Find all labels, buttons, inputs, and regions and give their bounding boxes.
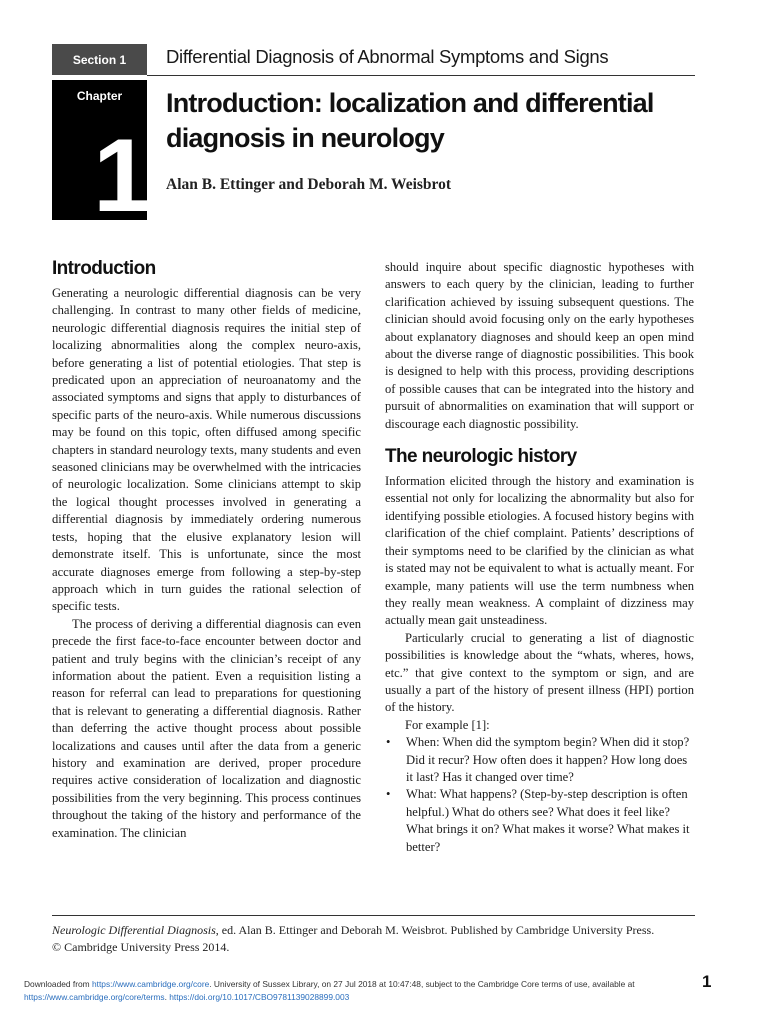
history-paragraph-3: For example [1]: bbox=[405, 717, 490, 732]
download-details: . University of Sussex Library, on 27 Jul 2018 at 10:47:48, subject to the Cambridge Core terms of use, available at bbox=[209, 979, 635, 989]
right-column bbox=[385, 259, 694, 856]
history-paragraph-1: Information elicited through the history and examination is essential not only for localizing the abnormality but also for identifying possible etiologies. A focused history begins with clarification of the chief complaint. Patients’ descriptions of their symptoms need to be clarified by the clinician as what is stated may not be equivalent to what is actually meant. For example, many patients will use the term numbness when they really mean weakness. A complaint of dizziness may actually mean gait unsteadiness. bbox=[385, 474, 694, 628]
download-prefix: Downloaded from bbox=[24, 979, 92, 989]
copyright-notice: © Cambridge University Press 2014. bbox=[52, 940, 230, 954]
terms-link[interactable]: https://www.cambridge.org/core/terms bbox=[24, 992, 165, 1002]
citation-details: , ed. Alan B. Ettinger and Deborah M. Weisbrot. Published by Cambridge University Press. bbox=[215, 923, 655, 937]
section-label: Section 1 bbox=[52, 44, 147, 75]
header-divider bbox=[147, 75, 695, 76]
section-title: Differential Diagnosis of Abnormal Symptoms and Signs bbox=[166, 46, 609, 67]
chapter-title: Introduction: localization and differential diagnosis in neurology bbox=[166, 88, 654, 153]
download-notice bbox=[24, 978, 704, 1004]
intro-paragraph-3: should inquire about specific diagnostic hypotheses with answers to each query by the clinician, leading to further clarification achieved by issuing subsequent questions. The clinician should avoid focusing only on the early hypotheses about explanatory diagnoses and should keep an open mind about the diverse range of diagnostic possibilities. This book is designed to help with this process, providing descriptions of possible causes that can be integrated into the history and pursuit of abnormalities on examination that will support or discourage each diagnostic possibility. bbox=[385, 260, 694, 431]
history-heading: The neurologic history bbox=[385, 446, 577, 468]
footer-divider bbox=[52, 915, 695, 916]
cambridge-core-link[interactable]: https://www.cambridge.org/core bbox=[91, 979, 210, 989]
left-column bbox=[52, 256, 361, 842]
authors: Alan B. Ettinger and Deborah M. Weisbrot bbox=[166, 176, 452, 193]
link-separator: . bbox=[164, 992, 170, 1002]
chapter-badge bbox=[52, 80, 147, 234]
history-paragraph-2: Particularly crucial to generating a list of diagnostic possibilities is knowledge about the “whats, wheres, hows, etc.” that give context to the symptom or sign, and are usually a part of the history of present illness (HPI) portion of the history. bbox=[385, 630, 694, 715]
intro-paragraph-1: Generating a neurologic differential diagnosis can be very challenging. In contrast to many other fields of medicine, neurologic differential diagnosis requires the initial step of localizing abnormalities along the complex neuro-axis, before generating a list of potential etiologies. That step is predicated upon an appreciation of neuroanatomy and the associated symptoms and signs that apply to disturbances of specific parts of the neuro-axis. While numerous discussions may be found on this topic, often diffused among specific chapters in standard neurology texts, many students and even seasoned clinicians may be overwhelmed with the intricacies of neurologic localization. Some clinicians attempt to skip the logical thought processes involved in generating a differential diagnosis by immediately ordering numerous tests, hoping that the elusive explanatory lesion will demonstrate itself. This is unfortunate, since the most accurate diagnoses emerge from following a step-by-step approach which in turn guides the rational selection of specific tests. bbox=[52, 286, 361, 614]
citation-book-title: Neurologic Differential Diagnosis bbox=[52, 923, 216, 937]
intro-paragraph-2: The process of deriving a differential diagnosis can even precede the first face-to-face encounter between doctor and patient and truly begins with the clinician’s receipt of any information about the patient. Even a requisition listing a reason for referral can lead to preparations for questioning that is relevant to generating a differential diagnosis. Rather than deferring the active thought process about possible localizations and causes until after the data from a generic history and examination are derived, proper procedure requires active consideration of localization and diagnostic possibilities from the very beginning. This process continues throughout the taking of the history and performance of the examination. The clinician bbox=[52, 616, 361, 840]
list-item: • What: What happens? (Step-by-step description is often helpful.) What do others see? What does it feel like? What brings it on? What makes it worse? What makes it better? bbox=[385, 786, 694, 856]
list-item: • When: When did the symptom begin? When did it stop? Did it recur? How often does it happen? How long does it last? Has it changed over time? bbox=[385, 734, 694, 786]
citation bbox=[52, 922, 702, 956]
doi-link[interactable]: https://doi.org/10.1017/CBO9781139028899.003 bbox=[169, 992, 350, 1002]
chapter-label: Chapter bbox=[76, 89, 123, 103]
history-bullet-list bbox=[385, 734, 694, 856]
intro-heading: Introduction bbox=[52, 258, 156, 279]
page-number: 1 bbox=[702, 972, 712, 991]
chapter-number: 1 bbox=[93, 118, 147, 234]
